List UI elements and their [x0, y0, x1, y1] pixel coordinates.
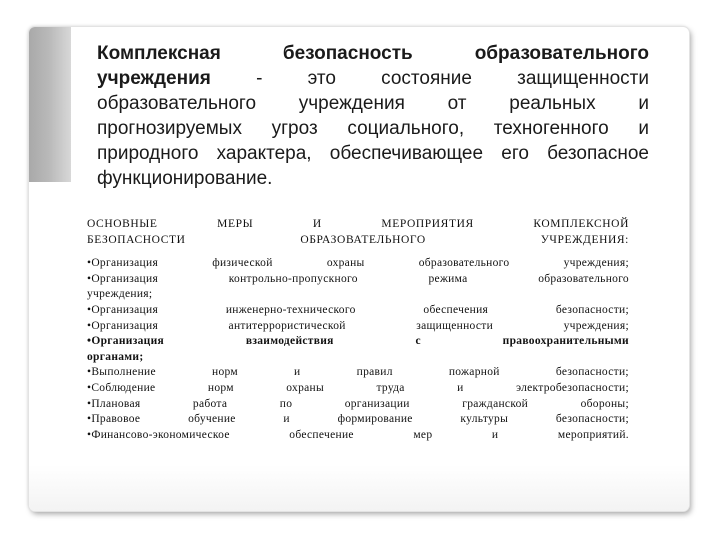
heading-word: МЕРОПРИЯТИЯ — [381, 218, 474, 230]
measure-word: режима — [428, 272, 468, 285]
measure-word: гражданской — [462, 397, 529, 410]
definition-line — [97, 166, 649, 191]
definition-word: безопасность — [282, 43, 413, 64]
definition-word: учреждения — [97, 68, 211, 89]
measure-word: взаимодействия — [245, 335, 334, 348]
measure-word: мер — [413, 428, 433, 441]
measure-line — [87, 381, 629, 397]
measure-word: •Организация — [87, 303, 159, 316]
measure-word: по — [279, 397, 293, 410]
measure-word: и — [294, 366, 301, 379]
measure-word: •Организация — [87, 335, 165, 348]
measure-word: безопасности; — [555, 413, 629, 426]
measure-word: •Выполнение — [87, 366, 156, 379]
definition-line — [97, 91, 649, 116]
definition-word: прогнозируемых — [97, 118, 242, 139]
measure-line — [87, 319, 629, 335]
heading-word: БЕЗОПАСНОСТИ — [87, 233, 186, 246]
measure-word: •Организация — [87, 319, 159, 332]
definition-word: техногенного — [493, 118, 609, 139]
definition-text — [97, 41, 649, 191]
definition-word: это — [307, 68, 336, 89]
definition-word: природного — [97, 143, 199, 164]
definition-word: состояние — [381, 68, 472, 89]
heading-word: И — [312, 218, 322, 230]
measure-word: организации — [344, 397, 410, 410]
measure-line — [87, 334, 629, 350]
measure-word: •Финансово-экономическое — [87, 428, 230, 441]
measure-word: правил — [356, 366, 393, 379]
definition-word: и — [638, 93, 649, 114]
definition-word: угроз — [271, 118, 318, 139]
definition-word: функционирование. — [97, 168, 273, 189]
heading-word: ОСНОВНЫЕ — [87, 218, 158, 230]
measure-line — [87, 365, 629, 381]
slide — [29, 27, 689, 511]
measure-word: культуры — [460, 413, 509, 426]
measure-word: электробезопасности; — [516, 381, 629, 394]
measure-line — [87, 350, 629, 366]
measure-word: контрольно-пропускного — [228, 272, 358, 285]
heading-line — [87, 217, 629, 233]
measure-line — [87, 272, 629, 288]
definition-word: образовательного — [97, 93, 257, 114]
definition-line — [97, 41, 649, 66]
definition-word: - — [256, 68, 263, 89]
measure-word: и — [457, 381, 464, 394]
measure-word: норм — [211, 366, 238, 379]
measure-word: с — [415, 335, 421, 348]
measure-word: обороны; — [580, 397, 629, 410]
definition-word: обеспечивающее — [329, 143, 484, 164]
measure-word: инженерно-технического — [225, 303, 356, 316]
definition-line — [97, 66, 649, 91]
measure-line — [87, 303, 629, 319]
heading-line — [87, 233, 629, 249]
definition-word: и — [638, 118, 649, 139]
measure-word: формирование — [337, 413, 413, 426]
definition-line — [97, 116, 649, 141]
measure-word: обеспечение — [289, 428, 354, 441]
measure-word: защищенности — [416, 319, 494, 332]
heading-word: МЕРЫ — [217, 218, 254, 230]
measure-word: мероприятий. — [557, 428, 629, 441]
definition-word: образовательного — [474, 43, 649, 64]
definition-word: Комплексная — [97, 43, 221, 64]
definition-word: реальных — [509, 93, 596, 114]
measure-word: обеспечения — [423, 303, 489, 316]
slide-bottom-shade — [29, 465, 689, 511]
measure-word: норм — [207, 381, 234, 394]
measure-word: •Организация — [87, 272, 159, 285]
measure-word: и — [491, 428, 499, 441]
definition-word: его — [501, 143, 529, 164]
definition-word: от — [447, 93, 467, 114]
measure-line — [87, 287, 629, 303]
measure-word: учреждения; — [87, 288, 153, 301]
measure-word: и — [283, 413, 290, 426]
measures-heading — [87, 217, 629, 248]
definition-word: безопасное — [547, 143, 649, 164]
measure-word: физической — [212, 257, 273, 270]
heading-word: ОБРАЗОВАТЕЛЬНОГО — [300, 233, 426, 246]
measure-word: охраны — [326, 257, 365, 270]
measure-word: правоохранительными — [502, 335, 629, 348]
measure-word: труда — [376, 381, 405, 394]
measure-word: безопасности; — [555, 366, 629, 379]
measure-line — [87, 412, 629, 428]
definition-word: учреждения — [298, 93, 405, 114]
measure-line — [87, 428, 629, 444]
side-decoration-stripe — [29, 27, 71, 182]
definition-line — [97, 141, 649, 166]
definition-word: защищенности — [517, 68, 649, 89]
measure-line — [87, 256, 629, 272]
heading-word: УЧРЕЖДЕНИЯ: — [540, 233, 629, 246]
heading-word: КОМПЛЕКСНОЙ — [533, 218, 629, 230]
measure-word: •Соблюдение — [87, 381, 156, 394]
measure-line — [87, 397, 629, 413]
measure-word: органами; — [87, 350, 144, 363]
definition-word: характера, — [216, 143, 312, 164]
measure-word: •Плановая — [87, 397, 141, 410]
measure-word: работа — [192, 397, 228, 410]
definition-word: социального, — [347, 118, 465, 139]
measure-word: пожарной — [448, 366, 500, 379]
measures-document — [87, 217, 629, 443]
measure-word: образовательного — [418, 257, 510, 270]
measure-word: •Правовое — [87, 413, 141, 426]
measure-word: антитеррористической — [228, 319, 346, 332]
measure-word: образовательного — [538, 272, 629, 285]
measure-word: учреждения; — [563, 319, 629, 332]
measure-word: безопасности; — [555, 303, 629, 316]
measure-word: •Организация — [87, 257, 159, 270]
measure-word: обучение — [188, 413, 236, 426]
measure-word: охраны — [286, 381, 325, 394]
measure-word: учреждения; — [563, 257, 629, 270]
